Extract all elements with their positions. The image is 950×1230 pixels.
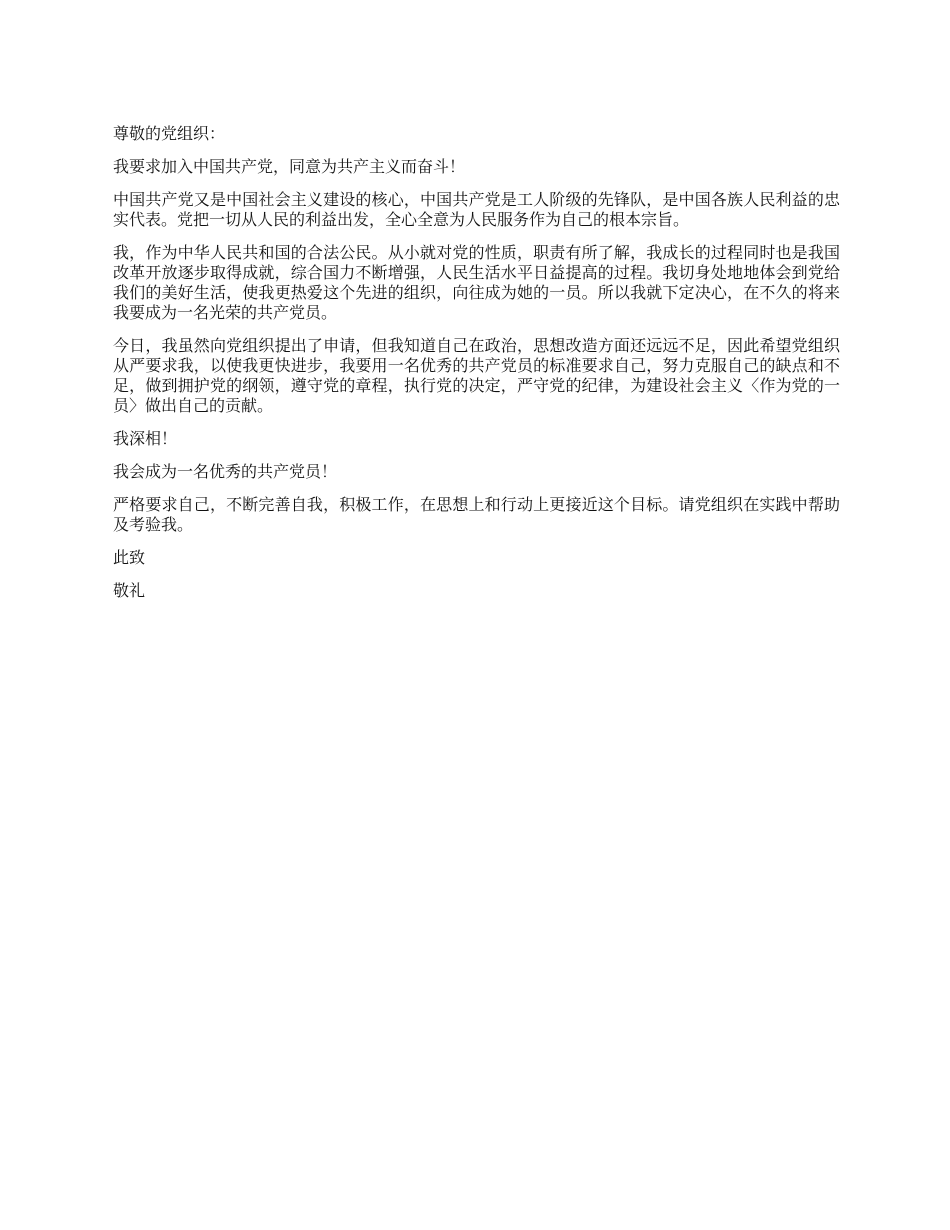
paragraph-2: 中国共产党又是中国社会主义建设的核心，中国共产党是工人阶级的先锋队，是中国各族人民利益的忠实代表。党把一切从人民的利益出发，全心全意为人民服务作为自己的根本宗旨。 [113,190,840,229]
closing-line-2: 敬礼 [113,581,146,600]
document-page [113,124,840,614]
closing-line-1: 此致 [113,548,146,567]
paragraph-1: 我要求加入中国共产党，同意为共产主义而奋斗！ [113,157,466,176]
paragraph-6: 我会成为一名优秀的共产党员！ [113,462,338,481]
paragraph-4: 今日，我虽然向党组织提出了申请，但我知道自己在政治，思想改造方面还远远不足，因此希望党组织从严要求我，以使我更快进步，我要用一名优秀的共产党员的标准要求自己，努力克服自己的缺点和不足，做到拥护党的纲领，遵守党的章程，执行党的决定，严守党的纪律，为建设社会主义〈作为党的一员〉做出自己的贡献。 [113,336,840,415]
paragraph-7: 严格要求自己，不断完善自我，积极工作，在思想上和行动上更接近这个目标。请党组织在实践中帮助及考验我。 [113,495,840,534]
paragraph-3: 我，作为中华人民共和国的合法公民。从小就对党的性质，职责有所了解，我成长的过程同时也是我国改革开放逐步取得成就，综合国力不断增强，人民生活水平日益提高的过程。我切身处地地体会到党给我们的美好生活，使我更热爱这个先进的组织，向往成为她的一员。所以我就下定决心，在不久的将来我要成为一名光荣的共产党员。 [113,243,840,322]
salutation: 尊敬的党组织： [113,124,226,143]
paragraph-5: 我深相！ [113,429,178,448]
